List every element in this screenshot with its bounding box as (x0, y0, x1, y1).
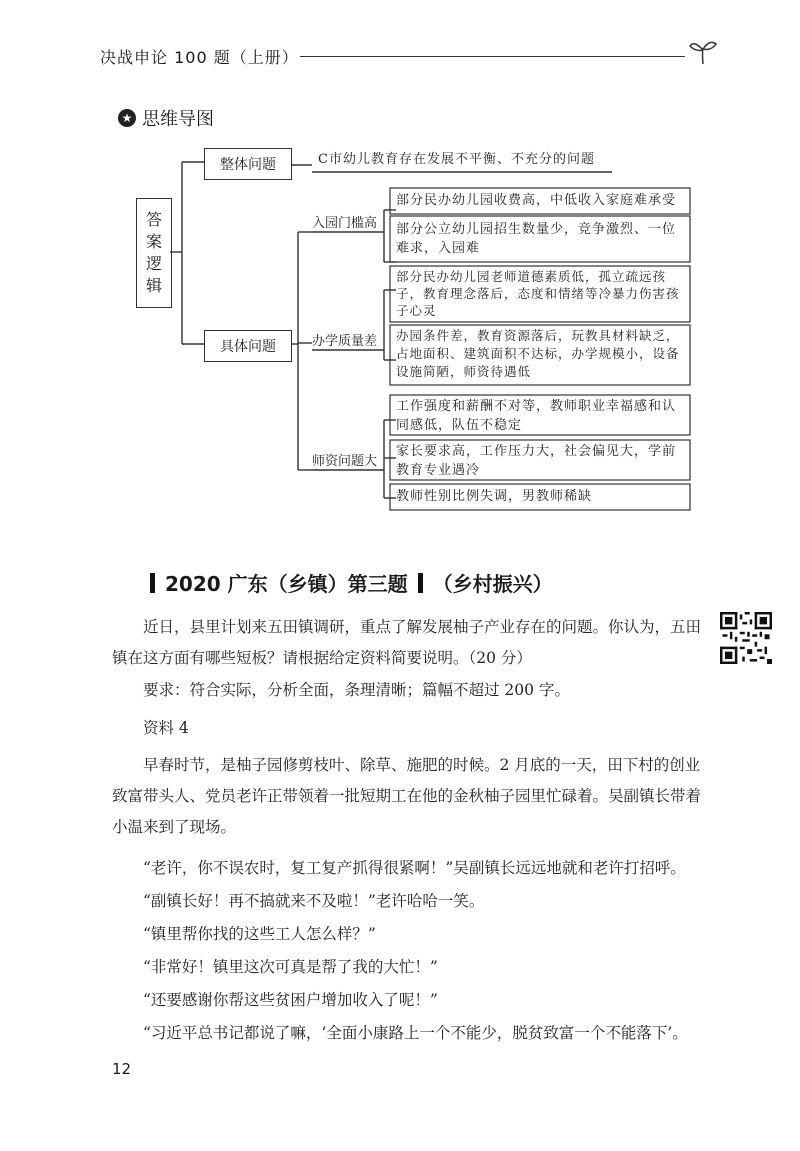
branch-teacher-issues: 师资问题大 (312, 454, 378, 469)
material-paragraph: “非常好！镇里这次可真是帮了我的大忙！” (143, 958, 438, 976)
mindmap-root-answer-logic (136, 198, 172, 308)
material-label: 资料 4 (143, 719, 189, 737)
running-title: 决战申论 100 题（上册） (100, 48, 299, 67)
leaf-text: 办园条件差，教育资源落后，玩教具材料缺乏，占地面积、建筑面积不达标，办学规模小，设备设施简陋，师资待遇低 (396, 328, 680, 379)
question-heading (150, 568, 553, 597)
question-heading-main: 2020 广东（乡镇）第三题 (165, 572, 408, 596)
material-paragraph: “还要感谢你帮这些贫困户增加收入了呢！” (143, 991, 438, 1009)
overall-problem-node (204, 148, 292, 180)
qr-code-icon[interactable] (720, 612, 772, 664)
specific-problem-label: 具体问题 (220, 339, 276, 355)
overall-problem-label: 整体问题 (220, 157, 276, 173)
leaf-text: 部分民办幼儿园收费高，中低收入家庭难承受 (396, 193, 677, 208)
leaf-text: 教师性别比例失调，男教师稀缺 (396, 489, 593, 504)
branch-school-quality: 办学质量差 (312, 334, 378, 349)
root-char: 案 (145, 232, 162, 251)
heading-bar-right (418, 573, 423, 593)
question-requirement: 要求：符合实际，分析全面，条理清晰；篇幅不超过 200 字。 (143, 681, 570, 699)
star-badge-icon: ★ (118, 109, 136, 127)
material-paragraph: “镇里帮你找的这些工人怎么样？” (143, 925, 376, 943)
leaf-text: 部分公立幼儿园招生数量少，竞争激烈、一位难求，入园难 (396, 222, 677, 256)
question-prompt: 近日，县里计划来五田镇调研，重点了解发展柚子产业存在的问题。你认为，五田镇在这方面有哪些短板？请根据给定资料简要说明。（20 分） (112, 618, 702, 667)
leaf-text: 家长要求高，工作压力大，社会偏见大，学前教育专业遇冷 (396, 444, 677, 478)
root-char: 答 (145, 210, 162, 229)
material-paragraph: 早春时节，是柚子园修剪枝叶、除草、施肥的时候。2 月底的一天，田下村的创业致富带头人、党员老许正带领着一批短期工在他的金秋柚子园里忙碌着。吴副镇长带着小温来到了现场。 (112, 756, 702, 836)
specific-problem-node (204, 330, 292, 362)
page-number: 12 (112, 1060, 132, 1078)
branch-entry-threshold: 入园门槛高 (312, 216, 378, 231)
material-paragraph: “副镇长好！再不搞就来不及啦！”老许哈哈一笑。 (143, 892, 485, 910)
material-paragraph: “习近平总书记都说了嘛，‘全面小康路上一个不能少，脱贫致富一个不能落下’。 (143, 1024, 688, 1042)
leaf-text: 部分民办幼儿园老师道德素质低，孤立疏远孩子，教育理念落后，态度和情绪等冷暴力伤害孩子心灵 (396, 269, 680, 318)
leaf-text: 工作强度和薪酬不对等，教师职业幸福感和认同感低，队伍不稳定 (396, 399, 677, 433)
mindmap-title-text: 思维导图 (142, 109, 214, 130)
root-char: 辑 (145, 276, 162, 295)
question-heading-tag: （乡村振兴） (432, 572, 553, 596)
root-char: 逻 (145, 254, 162, 273)
material-paragraph: “老许，你不误农时，复工复产抓得很紧啊！”吴副镇长远远地就和老许打招呼。 (143, 859, 686, 877)
heading-bar-left (150, 573, 155, 593)
overall-problem-text: C市幼儿教育存在发展不平衡、不充分的问题 (318, 152, 595, 167)
